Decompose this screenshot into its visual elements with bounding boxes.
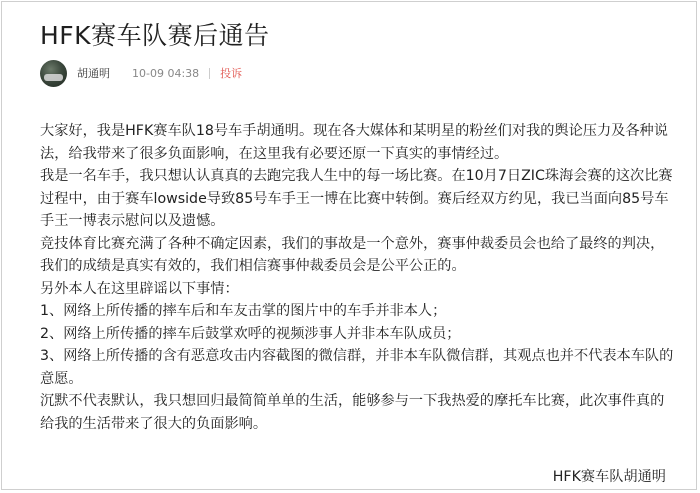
body-paragraph: 沉默不代表默认，我只想回归最简简单单的生活，能够参与一下我热爱的摩托车比赛，此次事件真的给我的生活带来了很大的负面影响。 [40, 393, 665, 432]
body-paragraph: 大家好，我是HFK赛车队18号车手胡通明。现在各大媒体和某明星的粉丝们对我的舆论压力及各种说法，给我带来了很多负面影响，在这里我有必要还原一下真实的事情经过。 [40, 123, 668, 162]
user-avatar-icon[interactable] [40, 60, 67, 87]
body-paragraph: 竞技体育比赛充满了各种不确定因素，我们的事故是一个意外，赛事仲裁委员会也给了最终的判决，我们的成绩是真实有效的，我们相信赛事仲裁委员会是公平公正的。 [40, 235, 665, 274]
article-frame [1, 1, 697, 490]
page-title: HFK赛车队赛后通告 [40, 21, 270, 50]
article-body [40, 120, 676, 435]
body-paragraph: 我是一名车手，我只想认认真真的去跑完我人生中的每一场比赛。在10月7日ZIC珠海会赛的这次比赛过程中，由于赛车lowside导致85号车手王一博在比赛中转倒。赛后经双方约见，我已当面向85号车手王一博表示慰问以及遗憾。 [40, 168, 673, 229]
body-list-item: 2、网络上所传播的摔车后鼓掌欢呼的视频涉事人并非本车队成员； [40, 325, 461, 342]
author-name-link[interactable]: 胡通明 [77, 67, 110, 80]
body-list-item: 1、网络上所传播的摔车后和车友击掌的图片中的车手并非本人； [40, 303, 447, 319]
article-signature: HFK赛车队胡通明 [552, 469, 666, 485]
report-link[interactable]: 投诉 [220, 67, 243, 80]
post-timestamp: 10-09 04:38 [132, 66, 200, 80]
body-list-item: 3、网络上所传播的含有恶意攻击内容截图的微信群，并非本车队微信群，其观点也并不代表本车队的意愿。 [40, 348, 674, 387]
author-meta-bar [40, 58, 242, 88]
meta-divider [209, 68, 210, 79]
body-paragraph: 另外本人在这里辟谣以下事情： [40, 280, 239, 297]
